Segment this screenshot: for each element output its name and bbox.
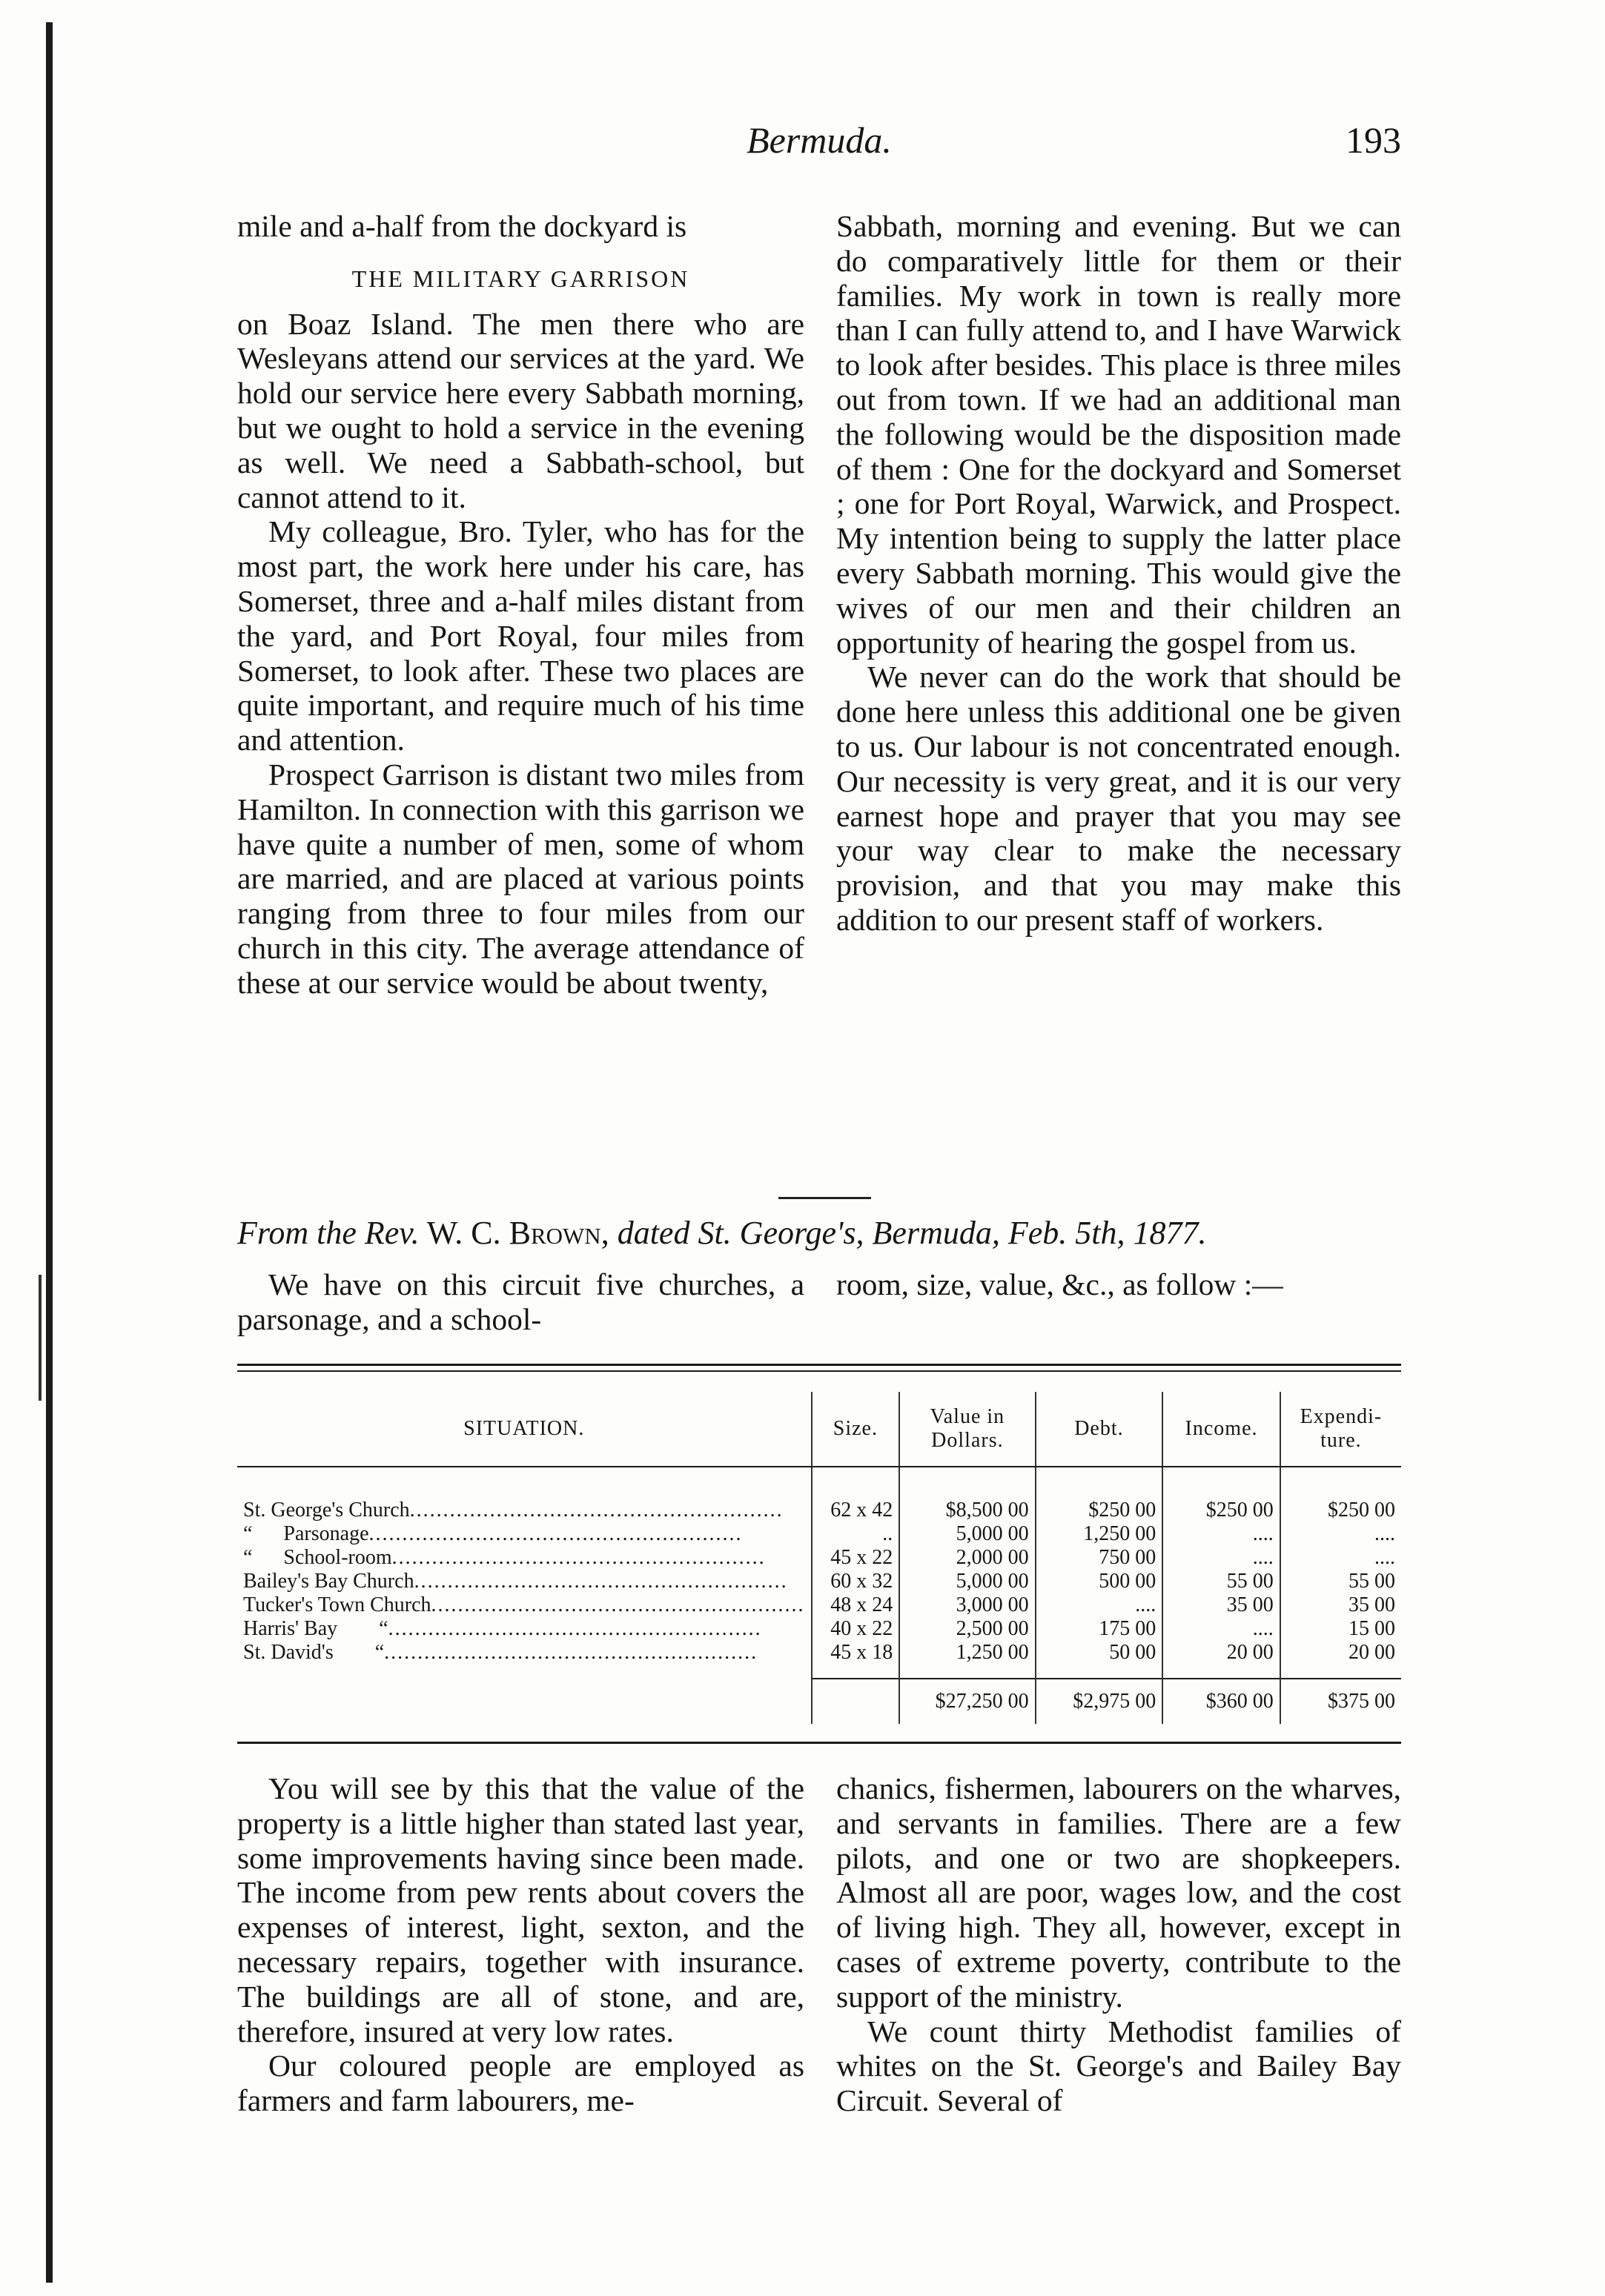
cell-situation: St. David's “ (243, 1641, 385, 1664)
cell-debt: 1,250 00 (1036, 1522, 1163, 1546)
section-subheading: THE MILITARY GARRISON (351, 265, 690, 292)
cell-situation: St. George's Church (243, 1499, 410, 1522)
cell-debt: $250 00 (1036, 1467, 1163, 1522)
paragraph: We have on this circuit five churches, a parsonage, and a school- (237, 1267, 804, 1336)
paragraph: chanics, fishermen, labourers on the wharves, and servants in families. There are a few pilots, and one or two are shopkeepers. Almost all are poor, wages low, and the cost of living high. They all, however, except in cases of extreme poverty, contribute to the support of the ministry. (836, 1771, 1401, 2014)
paragraph: Sabbath, morning and evening. But we can do comparatively little for them or their families. My work in town is really more than I can fully attend to, and I have Warwick to look after besides. This place is three miles out from town. If we had an additional man the following would be the disposition made of them : One for the dockyard and Somerset ; one for Port Royal, Warwick, and Prospect. My intention being to supply the latter place every Sabbath morning. This would give the wives of our men and their children an opportunity of hearing the gospel from us. (836, 209, 1401, 660)
top-right-column (836, 209, 1401, 938)
top-left-column (237, 209, 804, 1001)
leader-dots: ........................................................ (431, 1593, 805, 1616)
table-total-row (237, 1679, 1401, 1724)
cell-income: $250 00 (1162, 1467, 1280, 1522)
cell-income: 35 00 (1162, 1593, 1280, 1617)
cell-debt: 500 00 (1036, 1570, 1163, 1593)
paragraph: Prospect Garrison is distant two miles from Hamilton. In connection with this garrison we have quite a number of men, some of whom are married, and are placed at various points ranging from three to four miles from our church in this city. The average attendance of these at our service would be about twenty, (237, 757, 804, 1000)
cell-expenditure: $250 00 (1280, 1467, 1401, 1522)
leader-dots: ........................................................ (384, 1641, 758, 1664)
cell-expenditure: .... (1280, 1522, 1401, 1546)
table-row (237, 1522, 1401, 1546)
leader-dots: ........................................................ (391, 1546, 766, 1569)
scan-edge-mark (39, 1275, 42, 1401)
cell-value: 3,000 00 (899, 1593, 1035, 1617)
table-row (237, 1570, 1401, 1593)
mid-left-column (237, 1267, 804, 1337)
cell-expenditure: 20 00 (1280, 1641, 1401, 1679)
paragraph: You will see by this that the value of the property is a little higher than stated last year, some improvements having since been made. The income from pew rents about covers the expenses of interest, light, sexton, and the necessary repairs, together with insurance. The buildings are all of stone, and are, therefore, insured at very low rates. (237, 1771, 804, 2048)
total-expenditure: $375 00 (1280, 1679, 1401, 1724)
table-top-rule (237, 1364, 1401, 1366)
table-row (237, 1467, 1401, 1522)
header-value: Value in Dollars. (899, 1392, 1035, 1467)
table-row (237, 1546, 1401, 1570)
letter-author: Brown, (509, 1215, 609, 1251)
cell-size: 48 x 24 (812, 1593, 900, 1617)
header-debt: Debt. (1036, 1392, 1163, 1467)
table-row (237, 1617, 1401, 1641)
cell-income: 55 00 (1162, 1570, 1280, 1593)
total-income: $360 00 (1162, 1679, 1280, 1724)
leader-dots: ........................................................ (414, 1570, 788, 1593)
cell-size: 40 x 22 (812, 1617, 900, 1641)
leader-dots: ........................................................ (409, 1499, 784, 1522)
table-row (237, 1641, 1401, 1679)
paragraph: We count thirty Methodist families of whites on the St. George's and Bailey Bay Circuit. Several of (836, 2014, 1401, 2118)
cell-expenditure: 15 00 (1280, 1617, 1401, 1641)
cell-value: 2,000 00 (899, 1546, 1035, 1570)
cell-value: $8,500 00 (899, 1467, 1035, 1522)
header-expenditure: Expendi- ture. (1280, 1392, 1401, 1467)
paragraph: Our coloured people are employed as farmers and farm labourers, me- (237, 2048, 804, 2118)
page-number: 193 (1346, 119, 1401, 161)
property-table (237, 1364, 1401, 1749)
total-value: $27,250 00 (899, 1679, 1035, 1724)
property-table-grid (237, 1392, 1401, 1724)
scan-edge-rule (46, 22, 53, 2283)
bottom-left-column (237, 1771, 804, 2118)
cell-expenditure: .... (1280, 1546, 1401, 1570)
table-row (237, 1593, 1401, 1617)
cell-debt: 750 00 (1036, 1546, 1163, 1570)
table-top-rule-double (237, 1370, 1401, 1372)
cell-value: 1,250 00 (899, 1641, 1035, 1679)
cell-size: 45 x 18 (812, 1641, 900, 1679)
cell-size: .. (812, 1522, 900, 1546)
section-divider (778, 1197, 871, 1199)
header-income: Income. (1162, 1392, 1280, 1467)
cell-income: 20 00 (1162, 1641, 1280, 1679)
running-title: Bermuda. (747, 119, 892, 161)
bottom-right-column (836, 1771, 1401, 2118)
leader-dots: ........................................................ (368, 1522, 743, 1545)
cell-income: .... (1162, 1546, 1280, 1570)
paragraph: We never can do the work that should be done here unless this additional one be given to us. Our labour is not concentrated enough. Our necessity is very great, and it is our very earnest hope and prayer that you may see your way clear to make the necessary provision, and that you may make this addition to our present staff of workers. (836, 660, 1401, 937)
cell-value: 2,500 00 (899, 1617, 1035, 1641)
cell-situation: Tucker's Town Church (243, 1593, 431, 1616)
header-situation: SITUATION. (237, 1392, 812, 1467)
leader-dots: ........................................................ (388, 1617, 762, 1640)
header-size: Size. (812, 1392, 900, 1467)
paragraph: mile and a-half from the dockyard is (237, 209, 687, 243)
cell-debt: 50 00 (1036, 1641, 1163, 1679)
paragraph: My colleague, Bro. Tyler, who has for the most part, the work here under his care, has Somerset, three and a-half miles distant from the yard, and Port Royal, four miles from Somerset, to look after. These two places are quite important, and require much of his time and attention. (237, 514, 804, 757)
cell-debt: .... (1036, 1593, 1163, 1617)
cell-situation: Harris' Bay “ (243, 1617, 388, 1640)
page-header (237, 119, 1401, 178)
cell-income: .... (1162, 1522, 1280, 1546)
cell-situation: Bailey's Bay Church (243, 1570, 414, 1593)
cell-expenditure: 55 00 (1280, 1570, 1401, 1593)
cell-size: 45 x 22 (812, 1546, 900, 1570)
letter-date: dated St. George's, Bermuda, Feb. 5th, 1877. (617, 1215, 1207, 1251)
cell-value: 5,000 00 (899, 1570, 1035, 1593)
total-debt: $2,975 00 (1036, 1679, 1163, 1724)
cell-expenditure: 35 00 (1280, 1593, 1401, 1617)
paragraph: on Boaz Island. The men there who are Wesleyans attend our services at the yard. We hold our service here every Sabbath morning, but we ought to hold a service in the evening as well. We need a Sabbath-school, but cannot attend to it. (237, 306, 804, 514)
table-header-row (237, 1392, 1401, 1467)
paragraph: room, size, value, &c., as follow :— (836, 1267, 1283, 1301)
letter-heading (237, 1214, 1416, 1252)
mid-right-column (836, 1267, 1401, 1302)
letter-initials: W. C. (426, 1215, 501, 1251)
letter-from: From the Rev. (237, 1215, 420, 1251)
cell-situation: “ Parsonage (243, 1522, 369, 1545)
cell-size: 60 x 32 (812, 1570, 900, 1593)
cell-situation: “ School-room (243, 1546, 392, 1569)
cell-debt: 175 00 (1036, 1617, 1163, 1641)
cell-value: 5,000 00 (899, 1522, 1035, 1546)
cell-income: .... (1162, 1617, 1280, 1641)
table-bottom-rule (237, 1742, 1401, 1744)
cell-size: 62 x 42 (812, 1467, 900, 1522)
